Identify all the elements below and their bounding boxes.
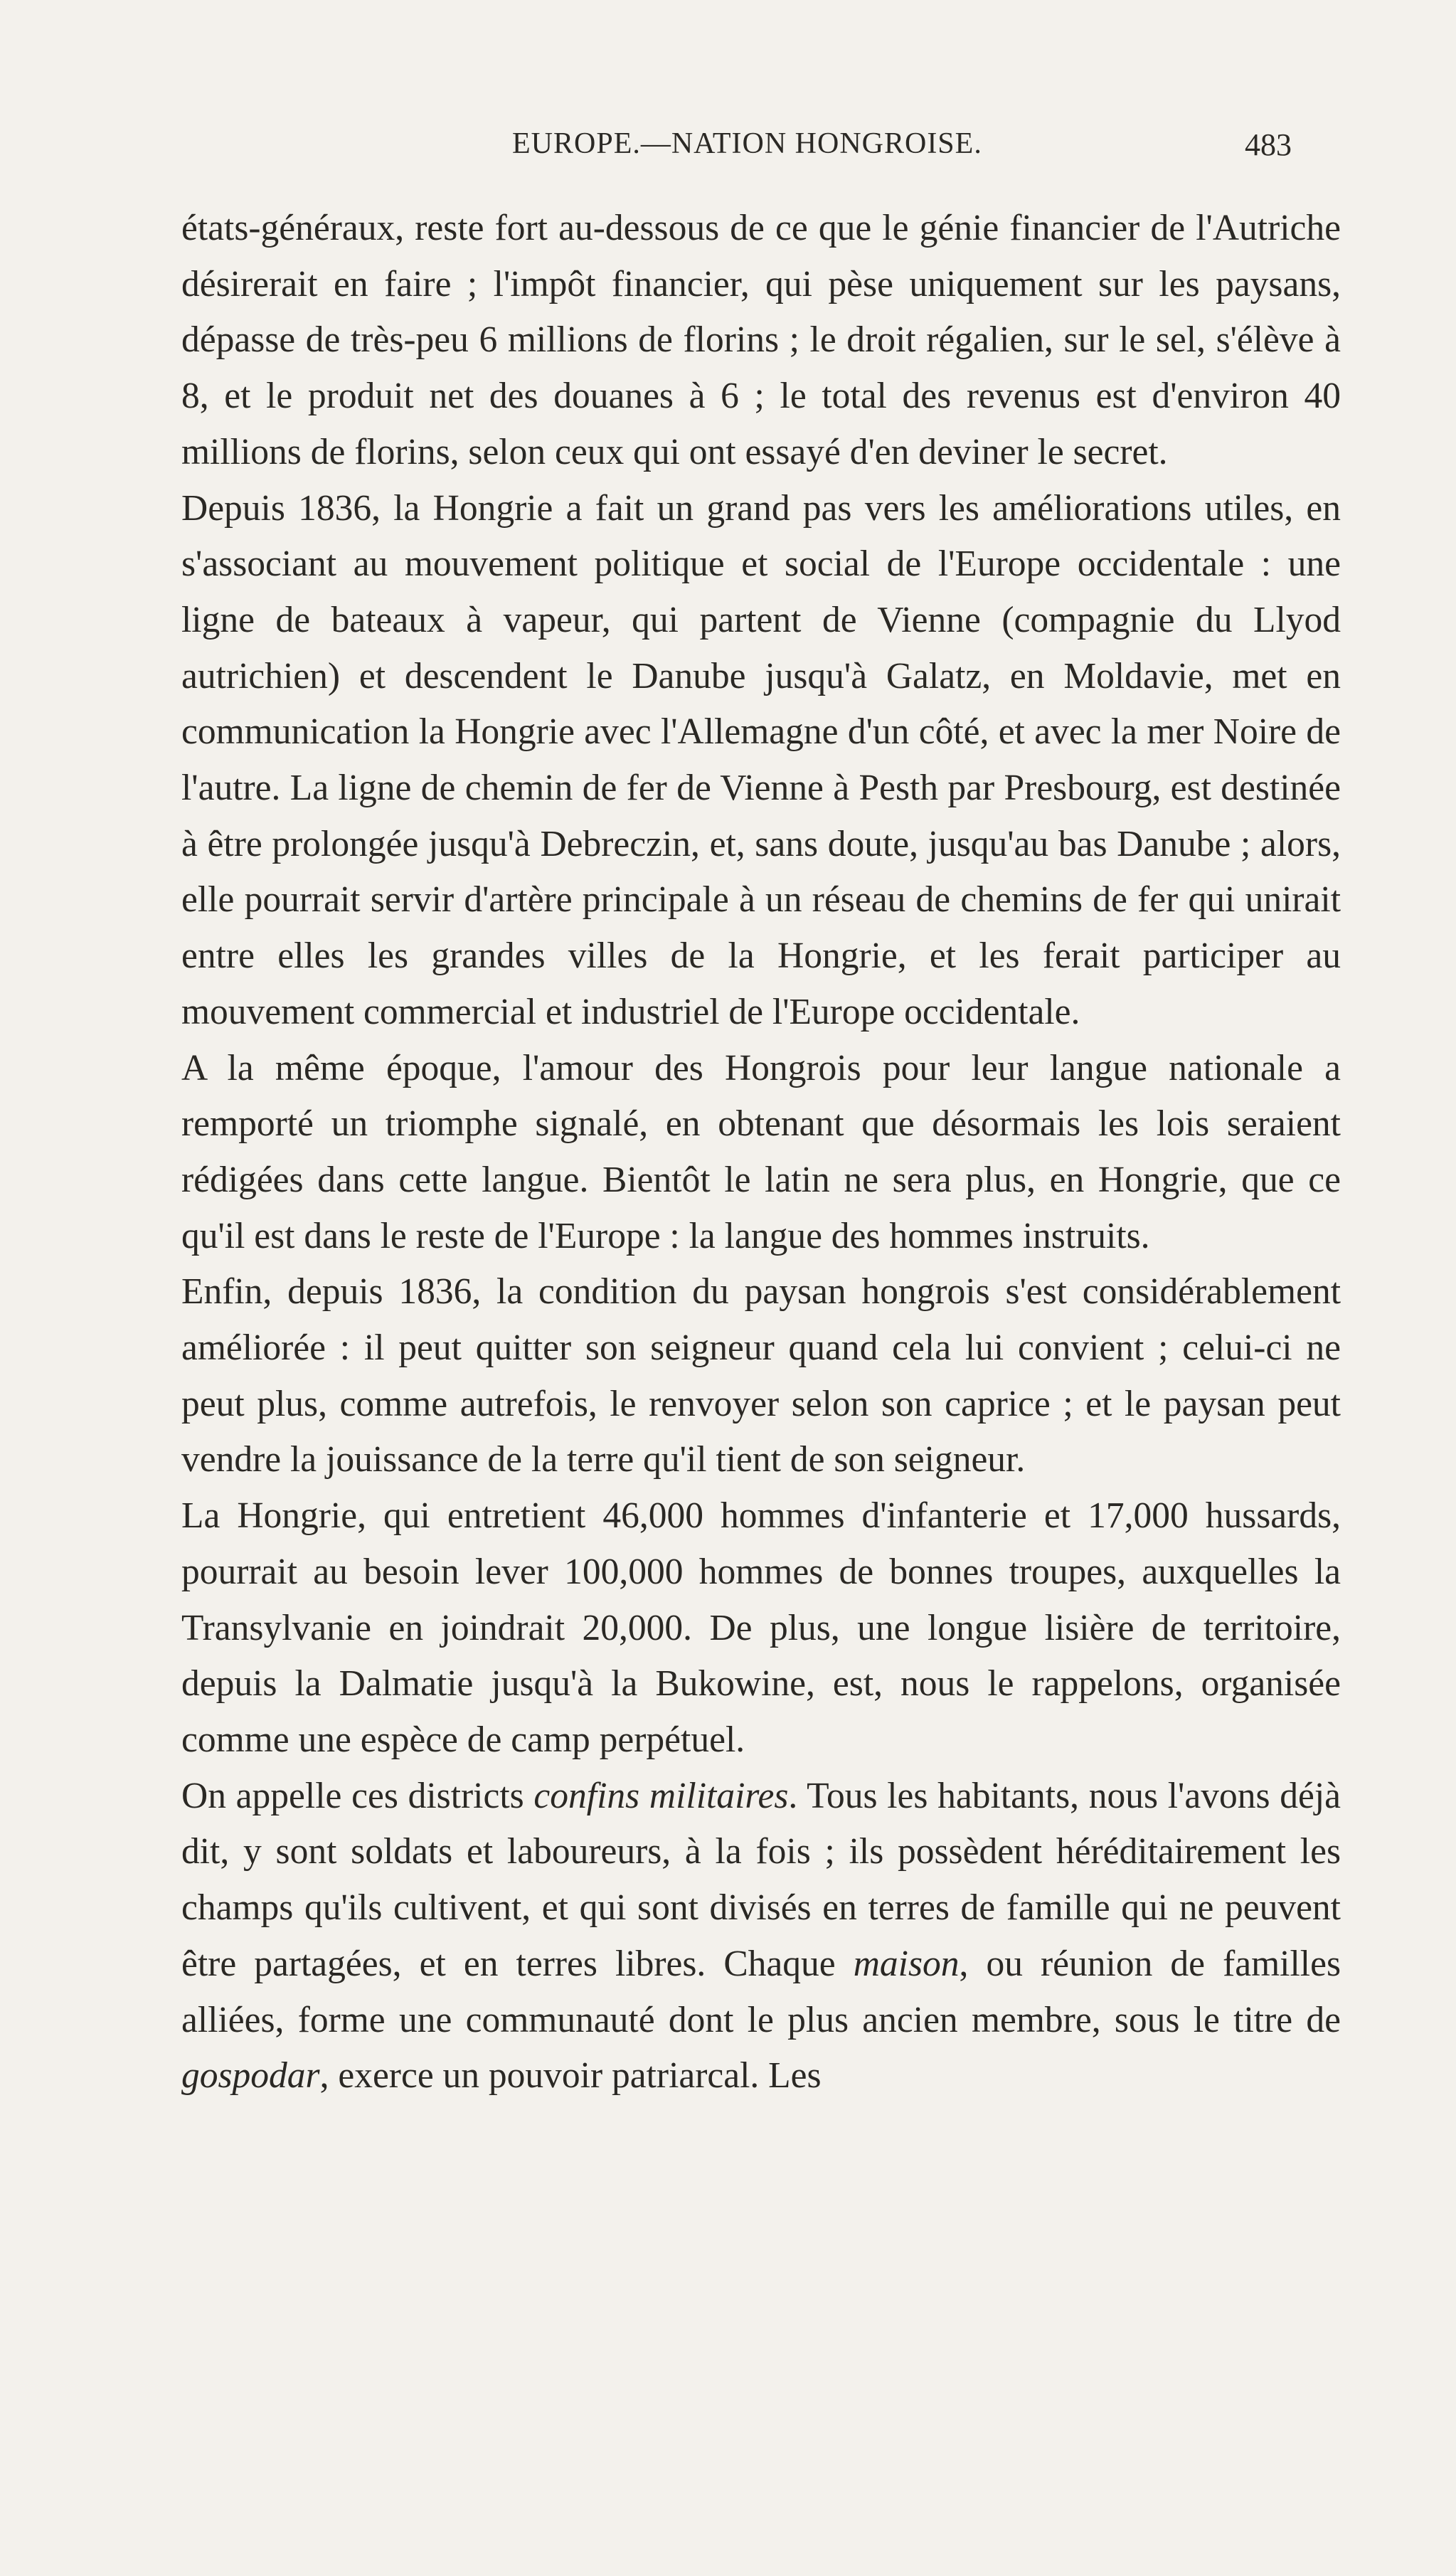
paragraph-6 — [181, 1769, 1341, 2104]
page-header — [0, 127, 1456, 169]
body-text — [181, 201, 1341, 2104]
running-head: EUROPE.—NATION HONGROISE. — [512, 127, 982, 160]
page-number: 483 — [1245, 127, 1292, 162]
term-confins-militaires: confins militaires — [533, 1775, 789, 1816]
paragraph-5: La Hongrie, qui entretient 46,000 hommes d'infanterie et 17,000 hussards, pourrait au besoin lever 100,000 hommes de bonnes troupes, auxquelles la Transylvanie en joindrait 20,000. De plus, une longue lisière de territoire, depuis la Dalmatie jusqu'à la Bukowine, est, nous le rappelons, organisée comme une espèce de camp perpétuel. — [181, 1495, 1341, 1760]
term-maison: maison — [853, 1943, 960, 1984]
paragraph-3: A la même époque, l'amour des Hongrois pour leur langue nationale a remporté un triomphe signalé, en obtenant que désormais les lois seraient rédigées dans cette langue. Bientôt le latin ne sera plus, en Hongrie, que ce qu'il est dans le reste de l'Europe : la langue des hommes instruits. — [181, 1047, 1341, 1256]
paragraph-4: Enfin, depuis 1836, la condition du paysan hongrois s'est considérablement améliorée : il peut quitter son seigneur quand cela lui convient ; celui-ci ne peut plus, comme autrefois, le renvoyer selon son caprice ; et le paysan peut vendre la jouissance de la terre qu'il tient de son seigneur. — [181, 1271, 1341, 1480]
paragraph-6-part-c: , ou réunion de familles alliées, forme une communauté dont le plus ancien membre, sous le titre de — [181, 1943, 1341, 2040]
term-gospodar: gospodar — [181, 2055, 320, 2097]
paragraph-1: états-généraux, reste fort au-dessous de ce que le génie financier de l'Autriche désirerait en faire ; l'impôt financier, qui pèse uniquement sur les paysans, dépasse de très-peu 6 millions de florins ; le droit régalien, sur le sel, s'élève à 8, et le produit net des douanes à 6 ; le total des revenus est d'environ 40 millions de florins, selon ceux qui ont essayé d'en deviner le secret. — [181, 208, 1341, 472]
paragraph-2: Depuis 1836, la Hongrie a fait un grand pas vers les améliorations utiles, en s'associant au mouvement politique et social de l'Europe occidentale : une ligne de bateaux à vapeur, qui partent de Vienne (compagnie du Llyod autrichien) et descendent le Danube jusqu'à Galatz, en Moldavie, met en communication la Hongrie avec l'Allemagne d'un côté, et avec la mer Noire de l'autre. La ligne de chemin de fer de Vienne à Pesth par Presbourg, est destinée à être prolongée jusqu'à Debreczin, et, sans doute, jusqu'au bas Danube ; alors, elle pourrait servir d'artère principale à un réseau de chemins de fer qui unirait entre elles les grandes villes de la Hongrie, et les ferait participer au mouvement commercial et industriel de l'Europe occidentale. — [181, 487, 1341, 1032]
paragraph-6-part-a: On appelle ces districts — [181, 1775, 534, 1816]
paragraph-6-part-b: . Tous les habitants, nous l'avons déjà dit, y sont soldats et laboureurs, à la fois ; ils possèdent héréditairement les champs qu'ils cultivent, et qui sont divisés en terres de famille qui ne peuvent être partagées, et en terres libres. Chaque — [181, 1775, 1341, 1984]
paragraph-6-part-d: , exerce un pouvoir patriarcal. Les — [319, 2055, 822, 2097]
